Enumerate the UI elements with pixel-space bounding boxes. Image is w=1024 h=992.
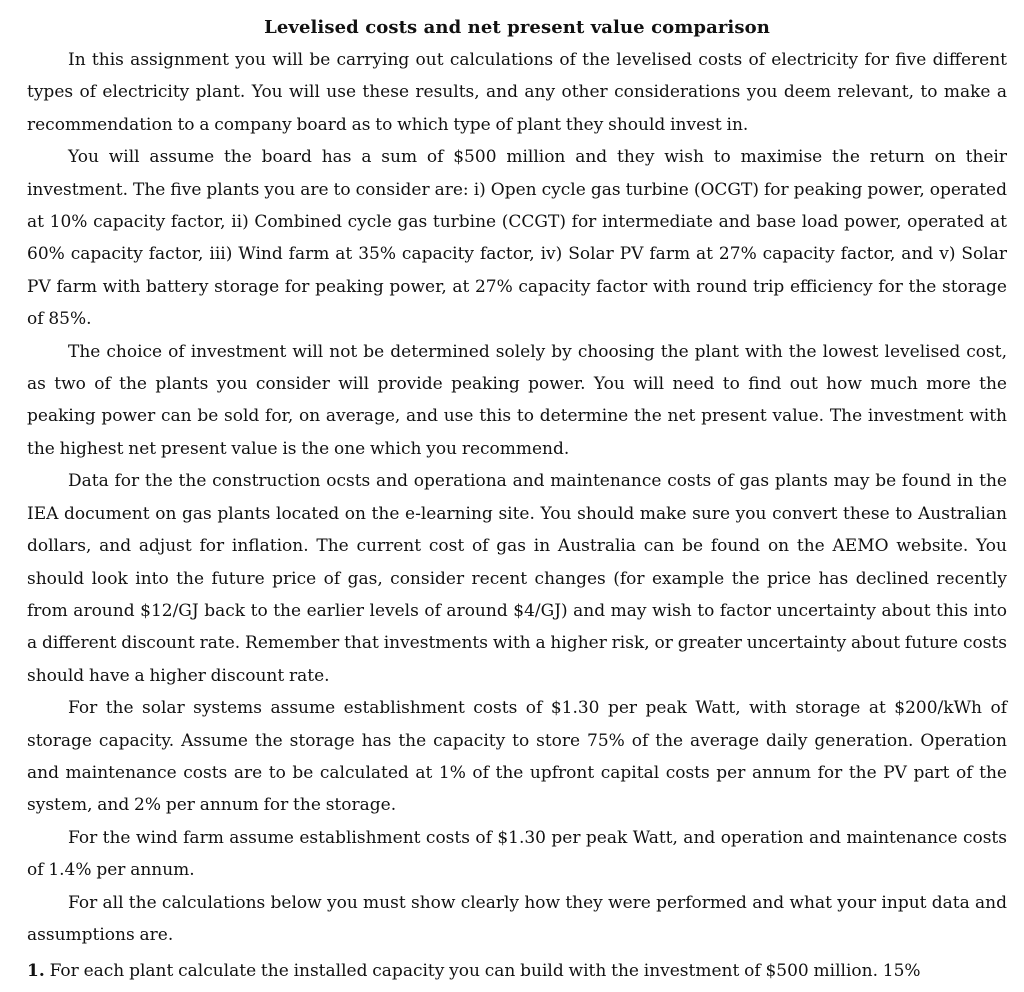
paragraph-intro: In this assignment you will be carrying out calculations of the levelised costs of electricity for five different types of electricity plant. You will use these results, and any other considerations you deem relevant, to make a recommendation to a company board as to which type of plant they should invest in. xyxy=(27,50,1007,135)
paragraph-wind: For the wind farm assume establishment costs of $1.30 per peak Watt, and operation and maintenance costs of 1.4% per annum. xyxy=(27,827,1007,881)
paragraph-plants: You will assume the board has a sum of $500 million and they wish to maximise the return on their investment. The five plants you are to consider are: i) Open cycle gas turbine (OCGT) for peaking power, operated at 10% capacity factor, ii) Combined cycle gas turbine (CCGT) for intermediate and base load power, operated at 60% capacity factor, iii) Wind farm at 35% capacity factor, iv) Solar PV farm at 27% capacity factor, and v) Solar PV farm with battery storage for peaking power, at 27% capacity factor with round trip efficiency for the storage of 85%. xyxy=(27,147,1007,330)
assignment-document xyxy=(27,14,1007,987)
document-title: Levelised costs and net present value comparison xyxy=(264,17,770,38)
paragraph-solar: For the solar systems assume establishment costs of $1.30 per peak Watt, with storage at $200/kWh of storage capacity. Assume the storage has the capacity to store 75% of the average daily generation. Operation and maintenance costs are to be calculated at 1% of the upfront capital costs per annum for the PV part of the system, and 2% per annum for the storage. xyxy=(27,698,1007,816)
paragraph-choice: The choice of investment will not be determined solely by choosing the plant with the lowest levelised cost, as two of the plants you consider will provide peaking power. You will need to find out how much more the peaking power can be sold for, on average, and use this to determine the net present value. The investment with the highest net present value is the one which you recommend. xyxy=(27,341,1007,459)
question-1 xyxy=(27,955,1007,987)
question-number: 1. xyxy=(27,961,45,982)
question-text: For each plant calculate the installed capacity you can build with the investment of $500 million. 15% xyxy=(49,961,921,982)
paragraph-gas-data: Data for the the construction ocsts and operationa and maintenance costs of gas plants may be found in the IEA document on gas plants located on the e-learning site. You should make sure you convert these to Australian dollars, and adjust for inflation. The current cost of gas in Australia can be found on the AEMO website. You should look into the future price of gas, consider recent changes (for example the price has declined recently from around $12/GJ back to the earlier levels of around $4/GJ) and may wish to factor uncertainty about this into a different discount rate. Remember that investments with a higher risk, or greater uncertainty about future costs should have a higher discount rate. xyxy=(27,471,1007,686)
paragraph-calculations: For all the calculations below you must show clearly how they were performed and what your input data and assumptions are. xyxy=(27,892,1007,945)
